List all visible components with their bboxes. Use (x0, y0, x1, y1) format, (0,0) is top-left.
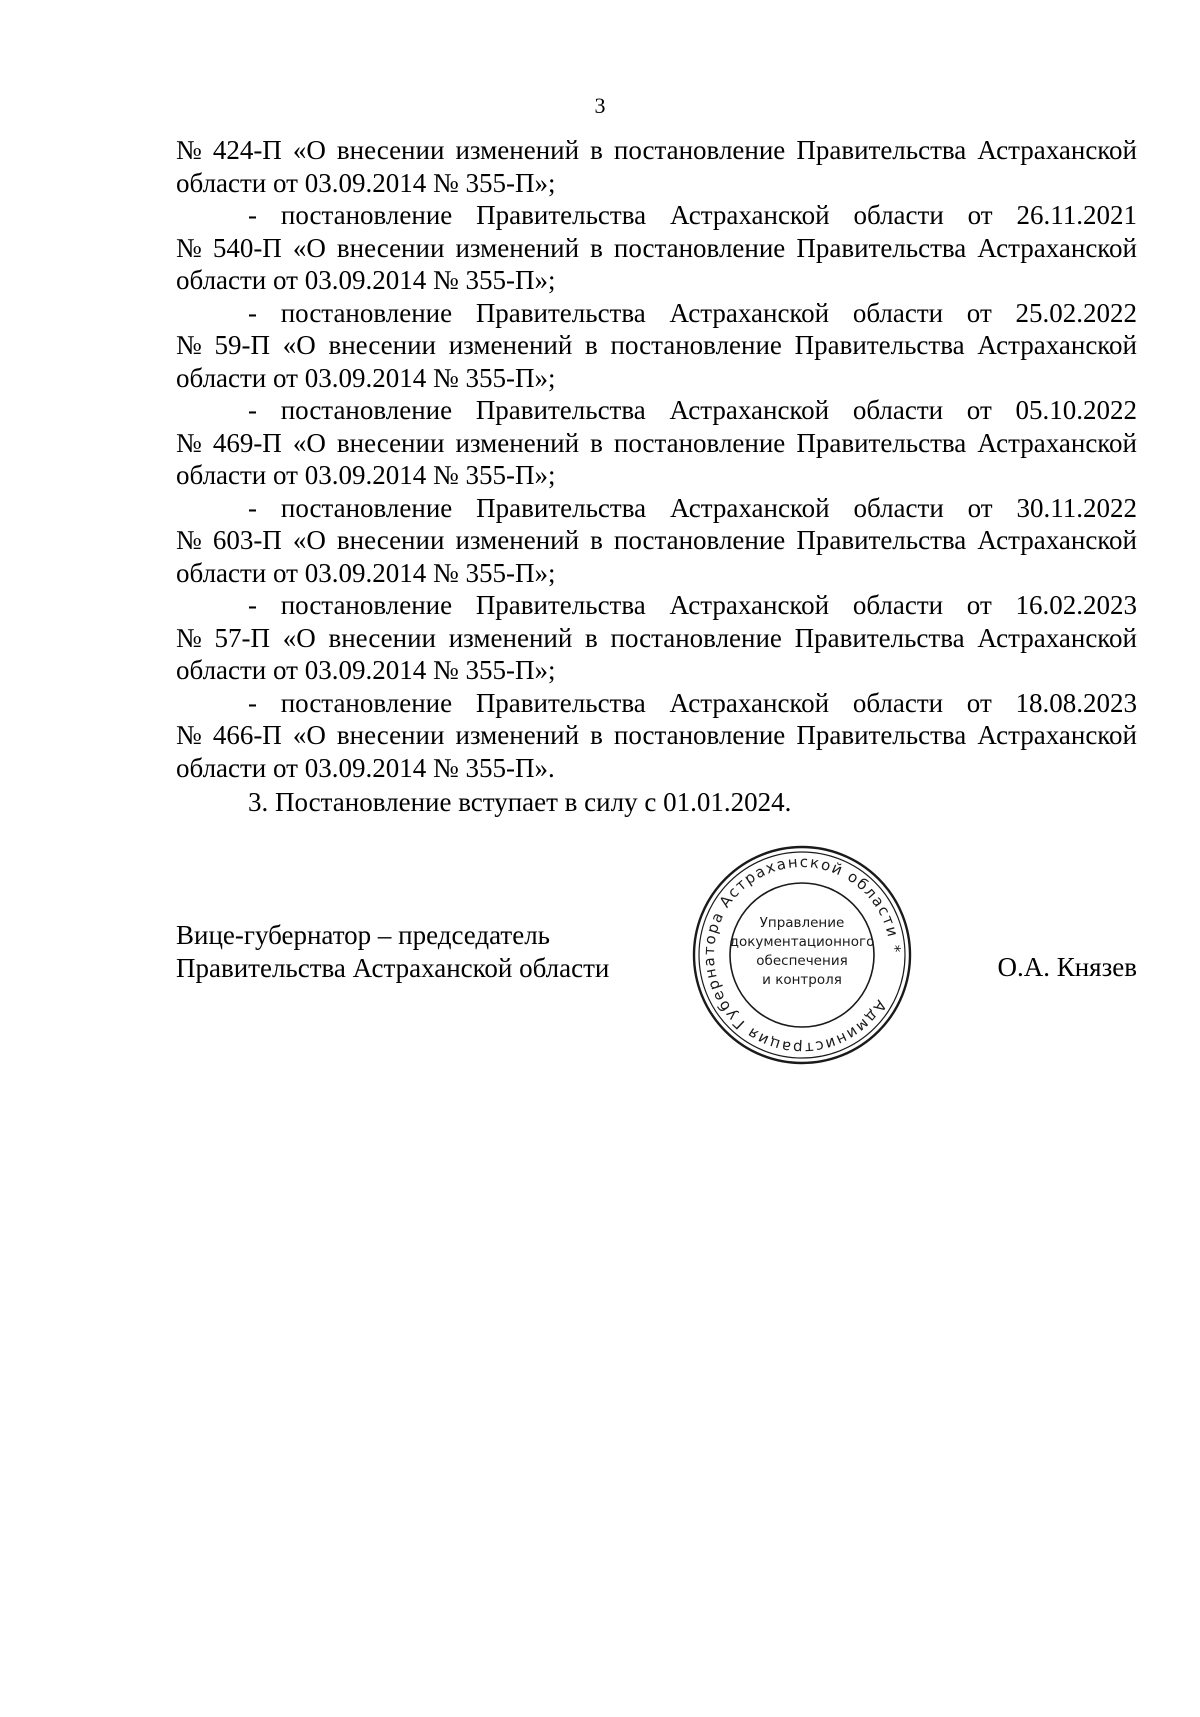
body-word: в (590, 232, 603, 263)
body-line: области от 03.09.2014 № 355-П»; (176, 460, 556, 490)
body-word: постановление (280, 200, 453, 230)
body-word: Астраханской (669, 590, 830, 620)
body-word: № (176, 622, 202, 653)
body-word: Астраханской (669, 200, 830, 230)
body-word: № (176, 330, 202, 360)
seal-center-line: и контроля (762, 972, 842, 988)
body-word: 25.02.2022 (1015, 297, 1137, 328)
body-word: внесении (336, 135, 445, 165)
body-word: Правительства (796, 720, 967, 750)
body-word: Астраханской (977, 720, 1137, 750)
body-word: Астраханской (977, 622, 1137, 653)
body-word: - (248, 590, 257, 620)
body-word: постановление (280, 590, 453, 620)
body-word: в (590, 720, 603, 750)
body-word: Правительства (475, 590, 646, 620)
body-line: области от 03.09.2014 № 355-П»; (176, 265, 556, 295)
body-word: Астраханской (977, 135, 1137, 165)
body-word: Правительства (794, 330, 965, 360)
body-word: в (590, 525, 603, 555)
body-word: Астраханской (669, 395, 830, 425)
seal-center-text (730, 915, 875, 988)
body-word: изменений (455, 232, 580, 263)
body-word: Правительства (476, 200, 647, 230)
body-word: «О (292, 525, 326, 555)
body-line (176, 687, 1137, 720)
seal-graphic (690, 843, 914, 1067)
body-word: от (966, 687, 992, 718)
body-line: области от 03.09.2014 № 355-П»; (176, 167, 556, 198)
official-seal (690, 843, 914, 1067)
seal-ring-text: Администрация Губернатора Астраханской области * (699, 852, 905, 1058)
body-word: 603-П (212, 525, 282, 555)
body-line (176, 394, 1137, 427)
body-word: области (852, 687, 944, 718)
body-word: 18.08.2023 (1015, 687, 1137, 718)
body-word: № (176, 427, 202, 458)
body-line: области от 03.09.2014 № 355-П»; (176, 655, 556, 685)
body-line: области от 03.09.2014 № 355-П». (176, 752, 555, 783)
seal-center-line: Управление (759, 915, 845, 931)
body-word: 30.11.2022 (1016, 492, 1137, 523)
body-word: от (966, 297, 992, 328)
body-word: постановление (280, 492, 453, 523)
body-line (176, 297, 1137, 330)
body-word: внесении (336, 720, 445, 750)
body-word: № (176, 720, 202, 750)
body-word: области (853, 200, 944, 230)
body-word: Астраханской (669, 492, 830, 523)
body-word: внесении (336, 427, 445, 458)
signature-position (176, 919, 609, 985)
body-line (176, 134, 1137, 167)
body-word: «О (282, 330, 316, 360)
body-word: от (967, 492, 993, 523)
seal-center-line: обеспечения (756, 953, 848, 969)
body-word: Правительства (796, 427, 967, 458)
body-word: 59-П (214, 330, 270, 360)
body-word: области (853, 492, 944, 523)
body-word: постановление (613, 525, 786, 555)
body-word: Правительства (475, 395, 646, 425)
body-word: Астраханской (977, 232, 1137, 263)
body-word: 424-П (212, 135, 282, 165)
body-word: 540-П (212, 232, 282, 263)
body-word: в (585, 622, 598, 653)
body-word: изменений (448, 622, 573, 653)
body-line (176, 589, 1137, 622)
body-word: 466-П (212, 720, 282, 750)
body-word: постановление (613, 232, 786, 263)
body-word: № (176, 525, 202, 555)
body-word: «О (292, 135, 326, 165)
document-body (176, 134, 1137, 819)
body-word: - (248, 492, 257, 523)
body-word: Правительства (475, 687, 646, 718)
signer-name: О.А. Князев (997, 952, 1137, 982)
body-word: изменений (455, 720, 580, 750)
body-word: от (967, 200, 993, 230)
signature-position-line-1: Вице-губернатор – председатель (176, 920, 550, 950)
body-word: 57-П (214, 622, 270, 653)
body-word: «О (292, 232, 326, 263)
body-word: внесении (336, 525, 445, 555)
body-word: № (176, 232, 202, 263)
body-word: «О (282, 622, 316, 653)
body-word: Правительства (794, 622, 965, 653)
page-number: 3 (594, 93, 606, 118)
body-word: области (852, 590, 944, 620)
body-word: Правительства (796, 135, 967, 165)
body-word: Правительства (476, 492, 647, 523)
body-line (176, 622, 1137, 655)
body-word: Астраханской (669, 687, 830, 718)
body-word: постановление (613, 427, 786, 458)
body-word: изменений (455, 525, 580, 555)
body-word: в (590, 427, 603, 458)
body-word: постановление (280, 687, 453, 718)
body-word: Правительства (475, 297, 646, 328)
body-word: изменений (455, 135, 580, 165)
body-word: в (585, 330, 598, 360)
body-word: постановление (280, 297, 453, 328)
body-word: 05.10.2022 (1015, 395, 1137, 425)
body-word: «О (292, 427, 326, 458)
body-word: Правительства (796, 232, 967, 263)
body-word: № (176, 135, 202, 165)
body-line (176, 427, 1137, 460)
body-word: Астраханской (977, 525, 1137, 555)
body-line: области от 03.09.2014 № 355-П»; (176, 557, 556, 588)
body-word: изменений (448, 330, 573, 360)
body-word: внесении (328, 622, 436, 653)
seal-center-line: документационного (729, 934, 875, 950)
body-word: Правительства (796, 525, 967, 555)
body-line (176, 232, 1137, 265)
body-word: области (852, 297, 944, 328)
body-word: 469-П (212, 427, 282, 458)
body-word: постановление (613, 135, 786, 165)
body-word: Астраханской (669, 297, 830, 328)
body-word: - (248, 687, 257, 718)
body-word: Астраханской (977, 427, 1137, 458)
body-line (176, 199, 1137, 232)
body-word: внесении (336, 232, 445, 263)
body-word: 26.11.2021 (1016, 200, 1137, 230)
body-word: внесении (328, 330, 436, 360)
body-word: области (852, 395, 944, 425)
body-word: - (248, 395, 257, 425)
body-word: 16.02.2023 (1015, 590, 1137, 620)
signature-position-line-2: Правительства Астраханской области (176, 953, 610, 983)
body-line (176, 492, 1137, 525)
body-word: изменений (455, 427, 580, 458)
body-word: Астраханской (977, 330, 1137, 360)
body-word: постановление (280, 395, 453, 425)
body-word: от (966, 590, 992, 620)
body-word: «О (292, 720, 326, 750)
body-word: постановление (610, 622, 782, 653)
body-word: - (248, 200, 257, 230)
body-line (176, 329, 1137, 362)
body-word: постановление (613, 720, 786, 750)
body-line (176, 524, 1137, 557)
body-word: от (966, 395, 992, 425)
body-line: области от 03.09.2014 № 355-П»; (176, 362, 556, 393)
body-word: в (590, 135, 603, 165)
body-word: постановление (610, 330, 782, 360)
body-line: 3. Постановление вступает в силу с 01.01.2024. (248, 787, 792, 817)
body-word: - (248, 297, 257, 328)
body-line (176, 719, 1137, 752)
